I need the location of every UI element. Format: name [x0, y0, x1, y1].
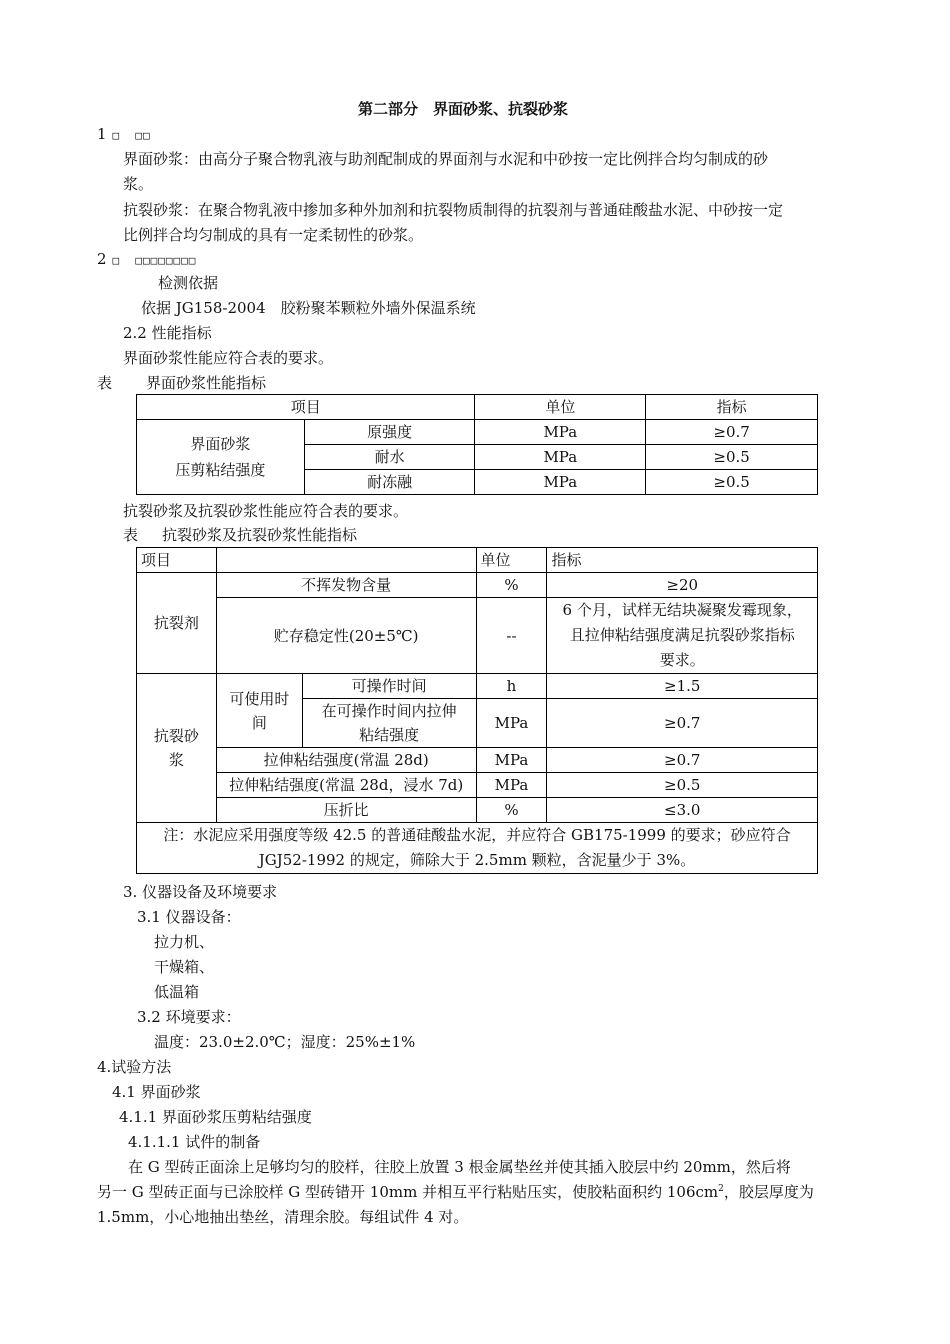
row-value: ≥20	[547, 573, 818, 598]
specimen-paragraph-line2	[97, 1182, 814, 1202]
row-value: ≥0.7	[646, 420, 818, 445]
row-unit: MPa	[476, 748, 547, 773]
anticrack-mortar-table	[136, 547, 818, 874]
section-1-number: 1	[97, 125, 107, 143]
equipment-item: 拉力机、	[154, 933, 215, 951]
table2-intro: 抗裂砂浆及抗裂砂浆性能应符合表的要求。	[123, 502, 409, 520]
table-row	[137, 748, 818, 773]
header-item: 项目	[137, 548, 217, 573]
row-value: ≥0.5	[646, 470, 818, 495]
row-unit: MPa	[475, 420, 646, 445]
basis-text: 依据 JG158-2004 胶粉聚苯颗粒外墙外保温系统	[141, 299, 476, 317]
header-item: 项目	[137, 395, 475, 420]
table-row	[137, 773, 818, 798]
row-item: 耐水	[304, 445, 475, 470]
row-value: ≤3.0	[547, 798, 818, 823]
table-header-row	[137, 548, 818, 573]
specimen-paragraph-line2-b: ，胶层厚度为	[723, 1183, 814, 1201]
header-unit: 单位	[475, 395, 646, 420]
performance-text: 界面砂浆性能应符合表的要求。	[123, 349, 334, 367]
group-line1: 界面砂浆	[190, 435, 251, 453]
row-unit: MPa	[476, 699, 547, 748]
row-item: 压折比	[216, 798, 476, 823]
section-4-1-1-heading: 4.1.1 界面砂浆压剪粘结强度	[119, 1108, 312, 1126]
row-item: 拉伸粘结强度(常温 28d)	[216, 748, 476, 773]
mortar-group-line: 浆	[168, 751, 184, 769]
row-item	[302, 699, 476, 748]
superscript: 2	[718, 1184, 724, 1194]
equipment-item: 低温箱	[154, 983, 200, 1001]
row-unit: --	[476, 598, 547, 674]
paragraph-interface-mortar-line2: 浆。	[123, 175, 154, 193]
section-2-garbled-title: □ □□□□□□□□	[112, 254, 197, 267]
row-item-line: 在可操作时间内拉伸	[321, 702, 457, 720]
paragraph-anticrack-mortar-line2: 比例拌合均匀制成的具有一定柔韧性的砂浆。	[123, 226, 424, 244]
mortar-group-cell	[137, 674, 217, 823]
table-header-row	[137, 395, 818, 420]
usable-time-line: 可使用时	[229, 689, 290, 708]
section-3-heading: 3. 仪器设备及环境要求	[123, 883, 278, 901]
row-unit: h	[476, 674, 547, 699]
row-item: 可操作时间	[302, 674, 476, 699]
table-row	[137, 420, 818, 445]
performance-title: 2.2 性能指标	[123, 324, 212, 342]
row-item: 原强度	[304, 420, 475, 445]
table-note-row	[137, 823, 818, 874]
table1-caption: 界面砂浆性能指标	[146, 374, 267, 392]
agent-group-cell: 抗裂剂	[137, 573, 217, 674]
row-value-line: 6 个月，试样无结块凝聚发霉现象，	[562, 601, 802, 619]
table2-caption: 抗裂砂浆及抗裂砂浆性能指标	[162, 526, 358, 544]
row-value: ≥0.7	[547, 699, 818, 748]
row-value	[547, 598, 818, 674]
table-row	[137, 674, 818, 699]
header-index: 指标	[646, 395, 818, 420]
table-note-line: 注：水泥应采用强度等级 42.5 的普通硅酸盐水泥，并应符合 GB175-1999 的要求；砂应符合	[163, 826, 791, 844]
specimen-paragraph-line3: 1.5mm，小心地抽出垫丝，清理余胶。每组试件 4 对。	[97, 1208, 469, 1226]
table-row	[137, 598, 818, 674]
section-1-heading	[97, 124, 151, 146]
mortar-group-line: 抗裂砂	[153, 727, 199, 745]
interface-mortar-table	[136, 394, 818, 495]
row-item: 贮存稳定性(20±5℃)	[216, 598, 476, 674]
usable-time-line: 间	[251, 713, 267, 732]
section-3-1-heading: 3.1 仪器设备：	[137, 908, 241, 926]
row-value: ≥1.5	[547, 674, 818, 699]
header-unit: 单位	[476, 548, 547, 573]
row-item: 耐冻融	[304, 470, 475, 495]
row-item: 拉伸粘结强度(常温 28d，浸水 7d)	[216, 773, 476, 798]
environment-text: 温度：23.0±2.0℃；湿度：25%±1%	[154, 1033, 416, 1051]
table-row	[137, 798, 818, 823]
table-row	[137, 573, 818, 598]
table2-caption-prefix: 表	[123, 526, 139, 544]
row-unit: %	[476, 798, 547, 823]
row-item: 不挥发物含量	[216, 573, 476, 598]
section-3-2-heading: 3.2 环境要求：	[137, 1008, 241, 1026]
section-4-1-heading: 4.1 界面砂浆	[112, 1083, 201, 1101]
row-value-line: 要求。	[659, 651, 705, 669]
header-blank	[216, 548, 476, 573]
group-cell	[137, 420, 305, 495]
page-title: 第二部分 界面砂浆、抗裂砂浆	[358, 100, 569, 118]
table-note	[137, 823, 818, 874]
specimen-paragraph-line2-a: 另一 G 型砖正面与已涂胶样 G 型砖错开 10mm 并相互平行粘贴压实，使胶粘面积约 106cm	[97, 1183, 719, 1201]
usable-time-cell	[216, 674, 302, 748]
row-value: ≥0.5	[547, 773, 818, 798]
specimen-paragraph-line1: 在 G 型砖正面涂上足够均匀的胶样，往胶上放置 3 根金属垫丝并使其插入胶层中约 20mm，然后将	[128, 1158, 791, 1176]
row-item-line: 粘结强度	[359, 726, 420, 744]
row-unit: MPa	[475, 445, 646, 470]
table1-caption-prefix: 表	[97, 374, 113, 392]
section-4-heading: 4.试验方法	[97, 1058, 172, 1076]
equipment-item: 干燥箱、	[154, 958, 215, 976]
row-value: ≥0.7	[547, 748, 818, 773]
paragraph-anticrack-mortar-line1: 抗裂砂浆：在聚合物乳液中掺加多种外加剂和抗裂物质制得的抗裂剂与普通硅酸盐水泥、中砂按一定	[123, 201, 784, 219]
row-unit: MPa	[475, 470, 646, 495]
row-value: ≥0.5	[646, 445, 818, 470]
section-2-heading	[97, 249, 196, 271]
row-value-line: 且拉伸粘结强度满足抗裂砂浆指标	[569, 626, 795, 644]
group-line2: 压剪粘结强度	[175, 461, 266, 479]
row-unit: MPa	[476, 773, 547, 798]
table-note-line: JGJ52-1992 的规定，筛除大于 2.5mm 颗粒，含泥量少于 3%。	[258, 851, 696, 869]
paragraph-interface-mortar-line1: 界面砂浆：由高分子聚合物乳液与助剂配制成的界面剂与水泥和中砂按一定比例拌合均匀制成的砂	[123, 150, 769, 168]
row-unit: %	[476, 573, 547, 598]
section-4-1-1-1-heading: 4.1.1.1 试件的制备	[128, 1133, 261, 1151]
basis-title: 检测依据	[158, 274, 219, 292]
header-index: 指标	[547, 548, 818, 573]
section-2-number: 2	[97, 250, 107, 268]
section-1-garbled-title: □ □□	[112, 129, 151, 142]
